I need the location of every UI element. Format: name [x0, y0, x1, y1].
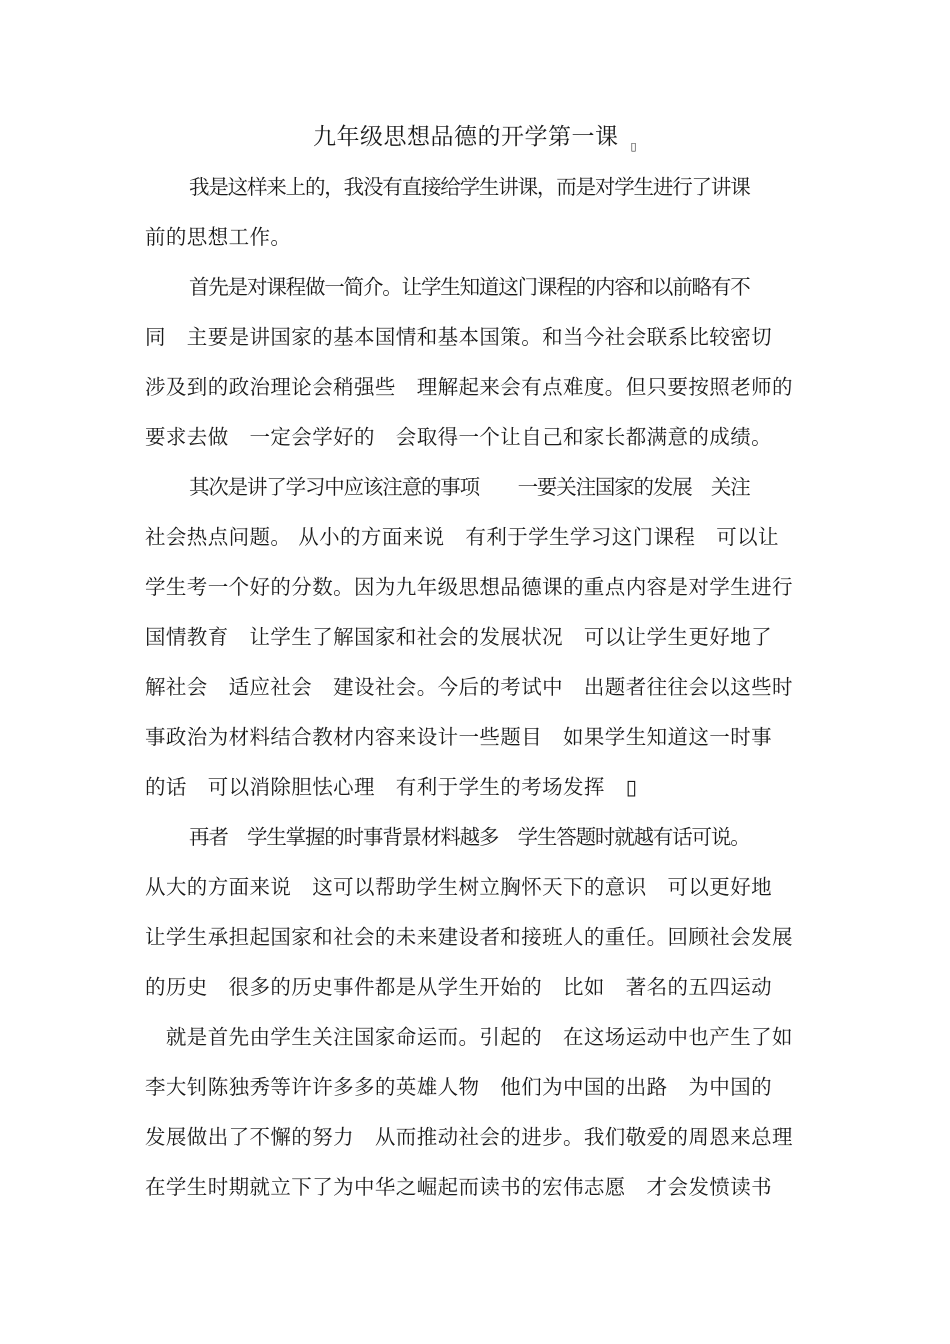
body-line: 的历史 很多的历史事件都是从学生开始的 比如 著名的五四运动 — [145, 975, 772, 999]
body-line: 首先是对课程做一简介。让学生知道这门课程的内容和以前略有不 — [189, 275, 750, 299]
body-line: 前的思想工作。 — [145, 225, 292, 249]
body-line: 就是首先由学生关注国家命运而。引起的 在这场运动中也产生了如 — [145, 1025, 793, 1049]
body-line: 的话 可以消除胆怯心理 有利于学生的考场发挥 ▯ — [145, 775, 638, 799]
body-line: 再者 学生掌握的时事背景材料越多 学生答题时就越有话可说。 — [189, 825, 750, 849]
body-line: 社会热点问题。 从小的方面来说 有利于学生学习这门课程 可以让 — [145, 525, 779, 549]
body-line: 其次是讲了学习中应该注意的事项 一要关注国家的发展 关注 — [189, 475, 750, 499]
body-line: 我是这样来上的，我没有直接给学生讲课，而是对学生进行了讲课 — [189, 175, 750, 199]
body-line: 涉及到的政治理论会稍强些 理解起来会有点难度。但只要按照老师的 — [145, 375, 793, 399]
body-line: 同 主要是讲国家的基本国情和基本国策。和当今社会联系比较密切 — [145, 325, 772, 349]
body-line: 李大钊陈独秀等许许多多的英雄人物 他们为中国的出路 为中国的 — [145, 1075, 772, 1099]
body-line: 发展做出了不懈的努力 从而推动社会的进步。我们敬爱的周恩来总理 — [145, 1125, 793, 1149]
title-mark: ▯ — [630, 140, 638, 153]
body-line: 让学生承担起国家和社会的未来建设者和接班人的重任。回顾社会发展 — [145, 925, 793, 949]
body-line: 解社会 适应社会 建设社会。今后的考试中 出题者往往会以这些时 — [145, 675, 793, 699]
body-line: 在学生时期就立下了为中华之崛起而读书的宏伟志愿 才会发愤读书 — [145, 1175, 772, 1199]
title-text: 九年级思想品德的开学第一课 — [312, 124, 619, 150]
body-line: 国情教育 让学生了解国家和社会的发展状况 可以让学生更好地了 — [145, 625, 772, 649]
body-line: 要求去做 一定会学好的 会取得一个让自己和家长都满意的成绩。 — [145, 425, 772, 449]
document-title — [0, 118, 950, 153]
body-line: 事政治为材料结合教材内容来设计一些题目 如果学生知道这一时事 — [145, 725, 772, 749]
body-line: 从大的方面来说 这可以帮助学生树立胸怀天下的意识 可以更好地 — [145, 875, 772, 899]
body-line: 学生考一个好的分数。因为九年级思想品德课的重点内容是对学生进行 — [145, 575, 793, 599]
